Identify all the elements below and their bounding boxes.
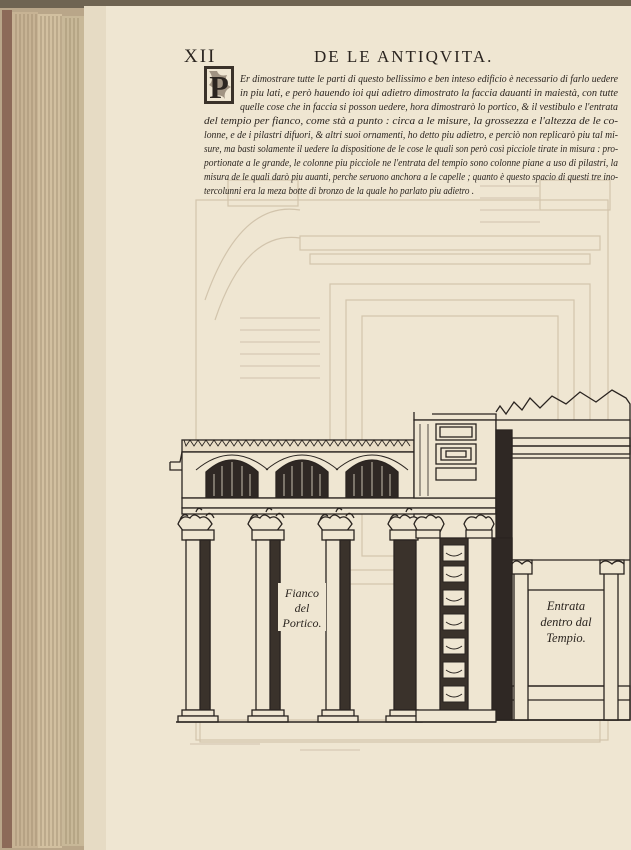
running-head: DE LE ANTIQVITA. bbox=[314, 47, 494, 66]
body-line: del tempio per fianco, come stà a punto : circa a le misure, la grossezza e l'altezza de le co- bbox=[204, 116, 618, 127]
body-line: misura de le quali darò piu auanti, perche seruono anchora a le capelle ; quanto è questo spacio di questi tre ino- bbox=[204, 172, 618, 183]
caption-line: Fianco bbox=[285, 586, 319, 600]
body-line: tercolunni era la meza botte di bronzo de la quale ho parlato piu adietro . bbox=[204, 186, 474, 197]
body-line: in piu lati, e però hauendo ioi qui adietro dimostrato la faccia dauanti in maiestà, con tutte bbox=[240, 88, 619, 99]
body-line: Er dimostrare tutte le parti di questo bellissimo e ben inteso edificio è necessario di farlo uedere bbox=[239, 74, 619, 85]
page-number: XII bbox=[184, 46, 217, 67]
caption-line: Entrata bbox=[546, 599, 586, 613]
page-edges bbox=[0, 8, 90, 850]
body-line: quelle cose che in faccia si posson uedere, hora dimostrarò lo portico, & il vestibulo e l'entrata bbox=[240, 102, 618, 113]
caption-line: dentro dal bbox=[540, 615, 592, 629]
body-paragraph bbox=[203, 74, 619, 197]
caption-line: Portico. bbox=[282, 616, 322, 630]
caption-line: Tempio. bbox=[546, 631, 586, 645]
caption-portico bbox=[278, 583, 326, 631]
drop-cap-p bbox=[204, 66, 234, 105]
svg-text:P: P bbox=[209, 69, 229, 105]
caption-line: del bbox=[294, 601, 310, 615]
body-line: lonne, e de i pilastri difuori, & altri suoi ornamenti, ho detto piu adietro, e perciò non replicarò piu tal mi- bbox=[204, 130, 618, 141]
caption-entrance bbox=[540, 599, 592, 645]
body-line: portionate a le grande, le colonne piu picciole ne l'entrata del tempio sono colonne piane a uso di pilastri, la bbox=[203, 158, 618, 169]
body-line: sure, ma basti solamente il uedere la dispositione de le cose le quali son però così picciole tirate in misura : pro- bbox=[204, 144, 618, 155]
